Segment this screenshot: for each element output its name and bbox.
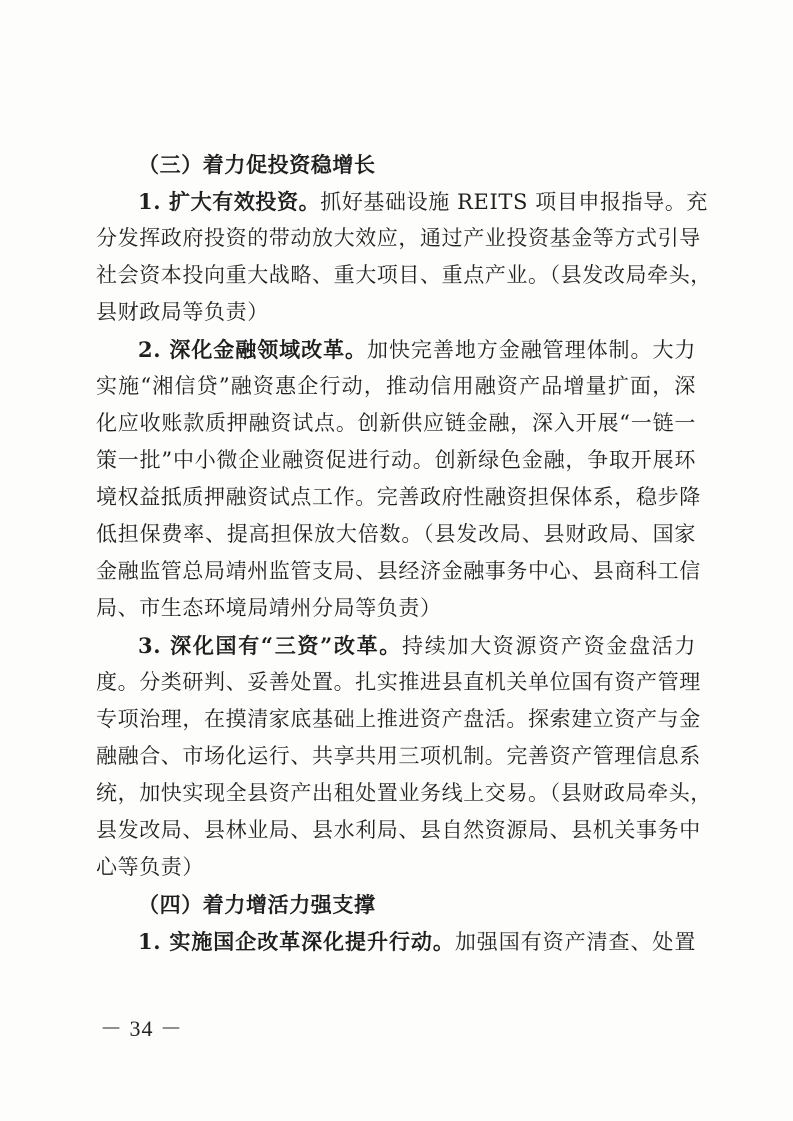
paragraph-3-line-5: 统，加快实现全县资产出租处置业务线上交易。（县财政局牵头， <box>96 781 712 805</box>
paragraph-3-text: 持续加大资源资产资金盘活力 <box>402 634 696 658</box>
paragraph-2-line-3: 化应收账款质押融资试点。创新供应链金融，深入开展“一链一 <box>96 411 696 435</box>
paragraph-2-line-8: 局、市生态环境局靖州分局等负责） <box>96 596 442 620</box>
page-number: － 34 － <box>100 1016 184 1041</box>
paragraph-1-lead: 1. 扩大有效投资。 <box>138 189 321 214</box>
paragraph-2-line-4: 策一批”中小微企业融资促进行动。创新绿色金融，争取开展环 <box>96 448 696 472</box>
paragraph-3-line-7: 心等负责） <box>96 855 204 879</box>
paragraph-3-line-1 <box>96 627 696 664</box>
paragraph-1-line-2: 分发挥政府投资的带动放大效应，通过产业投资基金等方式引导 <box>96 226 701 250</box>
paragraph-2-lead: 2. 深化金融领域改革。 <box>138 337 368 362</box>
paragraph-1-line-1 <box>96 183 709 220</box>
paragraph-2-line-7: 金融监管总局靖州监管支局、县经济金融事务中心、县商科工信 <box>96 559 701 583</box>
paragraph-1-line-4: 县财政局等负责） <box>96 300 269 324</box>
paragraph-3-line-4: 融融合、市场化运行、共享共用三项机制。完善资产管理信息系 <box>96 744 701 768</box>
paragraph-4-line-1 <box>96 923 696 960</box>
paragraph-2-line-6: 低担保费率、提高担保放大倍数。（县发改局、县财政局、国家 <box>96 522 696 546</box>
paragraph-2-line-5: 境权益抵质押融资试点工作。完善政府性融资担保体系，稳步降 <box>96 485 701 509</box>
paragraph-1-line-3: 社会资本投向重大战略、重大项目、重点产业。（县发改局牵头， <box>96 263 712 287</box>
paragraph-3-line-3: 专项治理，在摸清家底基础上推进资产盘活。探索建立资产与金 <box>96 707 701 731</box>
paragraph-2-text: 加快完善地方金融管理体制。大力 <box>367 338 697 362</box>
section-heading-3: （三）着力促投资稳增长 <box>138 152 376 177</box>
document-body <box>96 146 712 960</box>
paragraph-4-lead: 1. 实施国企改革深化提升行动。 <box>138 929 455 954</box>
paragraph-2-line-1 <box>96 331 696 368</box>
paragraph-3-line-6: 县发改局、县林业局、县水利局、县自然资源局、县机关事务中 <box>96 818 701 842</box>
paragraph-3-line-2: 度。分类研判、妥善处置。扎实推进县直机关单位国有资产管理 <box>96 670 701 694</box>
paragraph-2-line-2: 实施“湘信贷”融资惠企行动，推动信用融资产品增量扩面，深 <box>96 374 696 398</box>
paragraph-3-lead: 3. 深化国有“三资”改革。 <box>138 633 402 658</box>
paragraph-4-text: 加强国有资产清查、处置 <box>454 930 696 954</box>
section-heading-4: （四）着力增活力强支撑 <box>138 892 376 917</box>
paragraph-1-text: 抓好基础设施 REITS 项目申报指导。充 <box>320 190 709 214</box>
